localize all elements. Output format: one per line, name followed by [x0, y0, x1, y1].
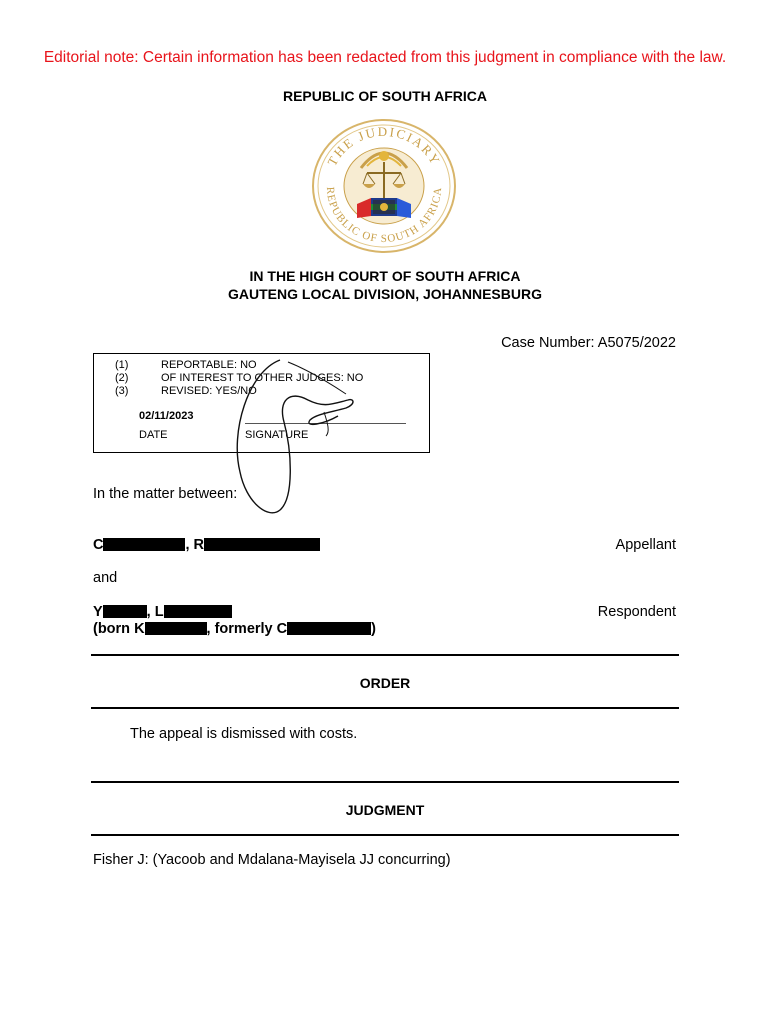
- seal-top-text: THE JUDICIARY: [324, 123, 444, 169]
- box-item-num: (3): [115, 385, 129, 397]
- appellant-initial: C: [93, 537, 104, 553]
- republic-heading: REPUBLIC OF SOUTH AFRICA: [282, 88, 488, 104]
- redaction-block: [287, 622, 371, 635]
- order-text: The appeal is dismissed with costs.: [130, 726, 358, 742]
- divider: [91, 834, 679, 836]
- appellant-sep: , R: [185, 537, 205, 553]
- born-prefix: (born K: [93, 621, 145, 637]
- appellant-name: [93, 537, 320, 553]
- box-item-num: (2): [115, 372, 129, 384]
- handwritten-signature: [228, 352, 368, 522]
- divider: [91, 781, 679, 783]
- formerly-text: , formerly C: [206, 621, 288, 637]
- seal-bottom-text: REPUBLIC OF SOUTH AFRICA: [323, 186, 445, 246]
- box-item-num: (1): [115, 359, 129, 371]
- case-number: Case Number: A5075/2022: [501, 335, 676, 351]
- court-division: GAUTENG LOCAL DIVISION, JOHANNESBURG: [228, 286, 542, 302]
- judgment-heading: JUDGMENT: [345, 802, 425, 818]
- respondent-sep: , L: [146, 604, 164, 620]
- close-paren: ): [371, 621, 376, 637]
- respondent-initial: Y: [93, 604, 103, 620]
- matter-between: In the matter between:: [93, 486, 238, 502]
- redaction-block: [204, 538, 320, 551]
- respondent-role: Respondent: [597, 604, 676, 620]
- judiciary-seal-logo: [311, 118, 457, 254]
- editorial-note: Editorial note: Certain information has been redacted from this judgment in compliance with the law.: [43, 49, 727, 66]
- and-text: and: [93, 570, 118, 586]
- appellant-role: Appellant: [615, 537, 676, 553]
- redaction-block: [164, 605, 232, 618]
- order-heading: ORDER: [359, 675, 411, 691]
- redaction-block: [145, 622, 207, 635]
- respondent-maiden: [93, 621, 376, 637]
- box-item-text: REPORTABLE: NO: [161, 359, 257, 371]
- judgment-intro: Fisher J: (Yacoob and Mdalana-Mayisela JJ concurring): [93, 852, 451, 868]
- redaction-block: [103, 605, 147, 618]
- court-name: IN THE HIGH COURT OF SOUTH AFRICA: [249, 268, 521, 284]
- box-item-text: OF INTEREST TO OTHER JUDGES: NO: [161, 372, 364, 384]
- date-label: DATE: [139, 429, 168, 441]
- signature-label: SIGNATURE: [245, 429, 309, 441]
- divider: [91, 654, 679, 656]
- respondent-name: [93, 604, 232, 620]
- date-value: 02/11/2023: [139, 410, 194, 422]
- redaction-block: [103, 538, 185, 551]
- box-item-text: REVISED: YES/NO: [161, 385, 257, 397]
- court-heading: [0, 267, 770, 303]
- divider: [91, 707, 679, 709]
